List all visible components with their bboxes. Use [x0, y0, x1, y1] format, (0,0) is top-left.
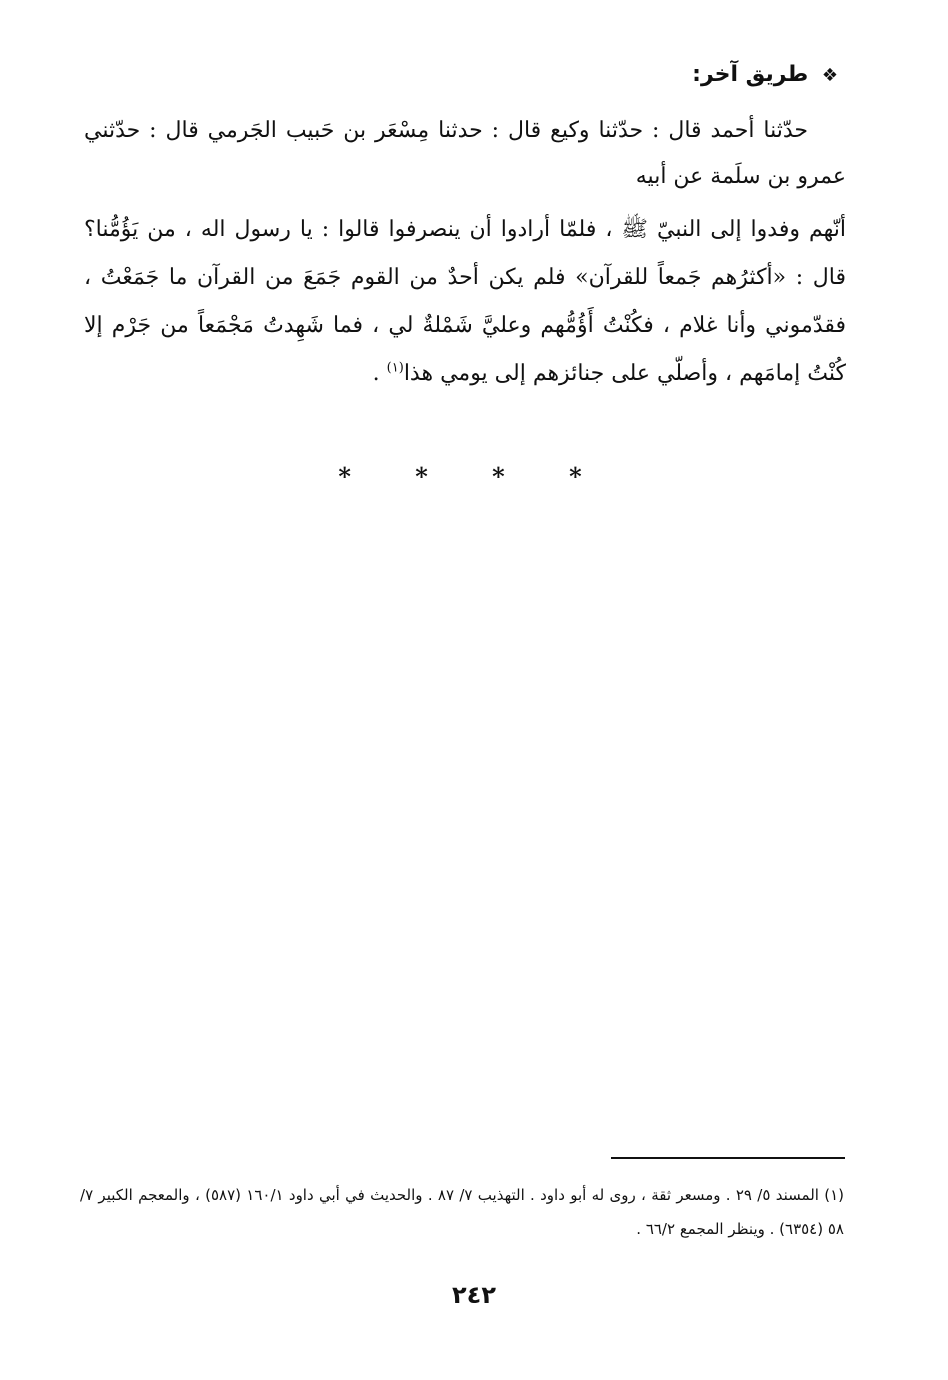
footnote-text: (١) المسند ٥/ ٢٩ . ومسعر ثقة ، روى له أبو داود . التهذيب ٧/ ٨٧ . والحديث في أبي داود ١٦٠/١ (٥٨٧) ، والمعجم الكبير ٧/ ٥٨ (٦٣٥٤) . وينظر المجمع ٦٦/٢ . [80, 1186, 845, 1238]
footnote-reference: (١) [386, 360, 404, 376]
page-number: ٢٤٢ [452, 1281, 496, 1309]
matn-paragraph [84, 206, 846, 398]
section-separator: * * * * [338, 462, 610, 491]
footnote-divider [611, 1157, 845, 1159]
section-heading [692, 58, 838, 93]
isnad-paragraph: حدّثنا أحمد قال : حدّثنا وكيع قال : حدثنا مِسْعَر بن حَبيب الجَرمي قال : حدّثني عمرو بن سلَمة عن أبيه [84, 118, 846, 189]
matn-end-mark: . [372, 361, 387, 386]
section-heading-text: طريق آخر: [692, 62, 809, 87]
diamond-bullet-icon: ❖ [821, 65, 838, 86]
matn-text: أنّهم وفدوا إلى النبيّ ﷺ ، فلمّا أرادوا أن ينصرفوا قالوا : يا رسول اله ، من يَؤُمُّنا؟ قال : «أكثرُهم جَمعاً للقرآن» فلم يكن أحدٌ من القوم جَمَعَ من القرآن ما جَمَعْتُ ، فقدّموني وأنا غلام ، فكُنْتُ أَؤُمُّهم وعليَّ شَمْلةٌ لي ، فما شَهِدتُ مَجْمَعاً من جَرْم إلا كُنْتُ إمامَهم ، وأصلّي على جنائزهم إلى يومي هذا [84, 217, 846, 386]
